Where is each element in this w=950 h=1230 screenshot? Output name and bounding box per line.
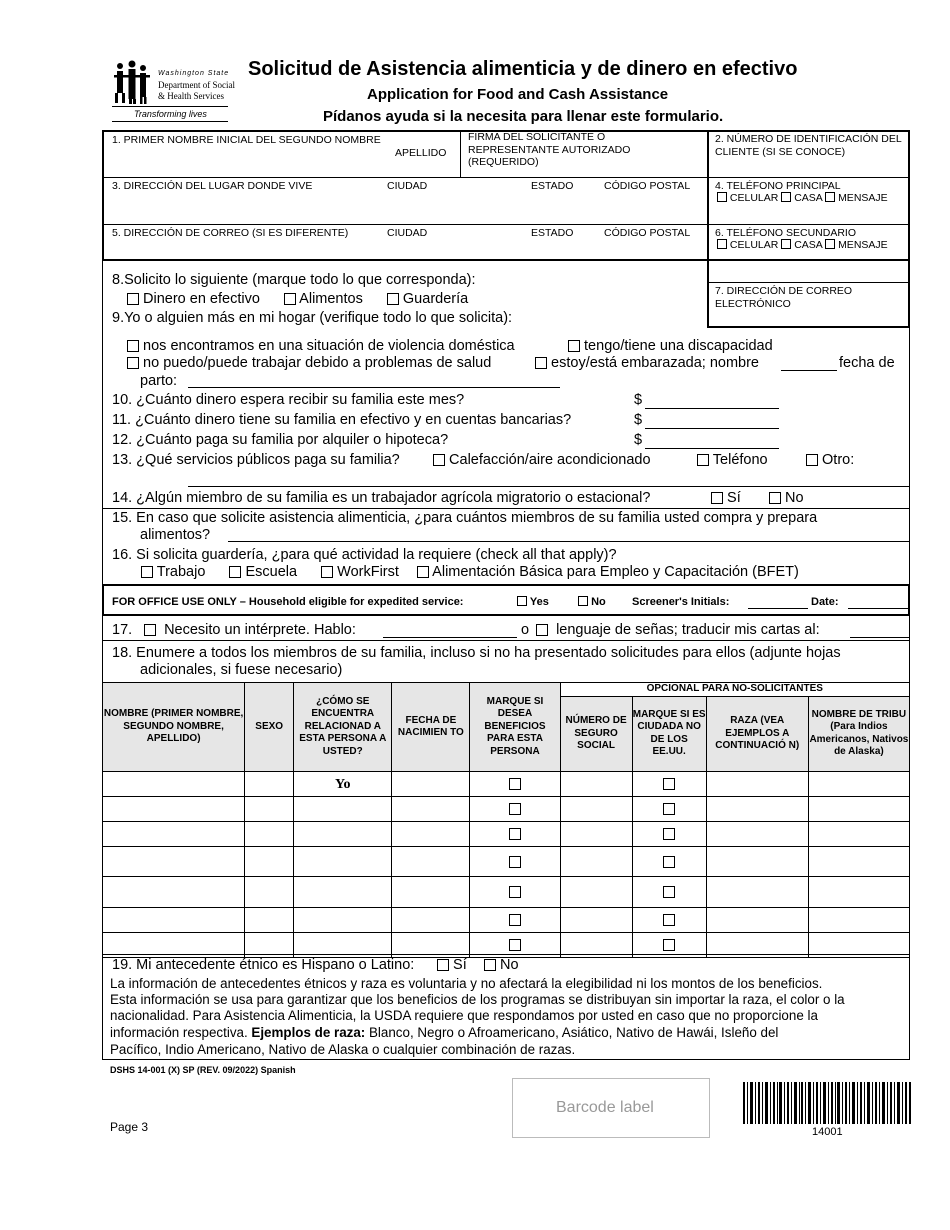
q14-label: 14. ¿Algún miembro de su familia es un trabajador agrícola migratorio o estacional?: [112, 490, 651, 506]
heating-checkbox[interactable]: [433, 454, 445, 466]
due-date-field[interactable]: [188, 387, 560, 388]
q16-label: 16. Si solicita guardería, ¿para qué actividad la requiere (check all that apply)?: [112, 547, 617, 563]
primary-phone-label[interactable]: 4. TELÉFONO PRINCIPAL: [715, 180, 841, 192]
relation-cell[interactable]: [294, 847, 392, 877]
q13-heating: Calefacción/aire acondicionado: [433, 452, 651, 468]
q14-no-checkbox[interactable]: [769, 492, 781, 504]
barcode-icon: [743, 1082, 911, 1124]
phone1-home-checkbox[interactable]: [781, 192, 791, 202]
table-row: [103, 908, 910, 933]
citizen-checkbox[interactable]: [663, 939, 675, 951]
logo-tagline: Transforming lives: [134, 109, 207, 119]
citizen-checkbox[interactable]: [663, 778, 675, 790]
hispanic-yes-checkbox[interactable]: [437, 959, 449, 971]
tribe-cell[interactable]: [808, 822, 909, 847]
bfet-checkbox[interactable]: [417, 566, 429, 578]
col-race-header: RAZA (VEA EJEMPLOS A CONTINUACIÓ N): [706, 696, 808, 772]
phone2-message-checkbox[interactable]: [825, 239, 835, 249]
benefits-checkbox[interactable]: [509, 828, 521, 840]
name-cell[interactable]: [103, 797, 245, 822]
relation-cell[interactable]: [294, 908, 392, 933]
q11-label: 11. ¿Cuánto dinero tiene su familia en efectivo y en cuentas bancarias?: [112, 412, 572, 428]
office-no-checkbox[interactable]: [578, 596, 588, 606]
cash-checkbox[interactable]: [127, 293, 139, 305]
relation-cell[interactable]: [294, 797, 392, 822]
tribe-cell[interactable]: [808, 908, 909, 933]
ssn-cell[interactable]: [560, 908, 632, 933]
ssn-cell[interactable]: [560, 847, 632, 877]
household-members-table: [102, 682, 910, 958]
citizen-checkbox[interactable]: [663, 886, 675, 898]
domestic-violence-checkbox[interactable]: [127, 340, 139, 352]
q14-yes: Sí: [711, 490, 741, 506]
col-ssn-header: NÚMERO DE SEGURO SOCIAL: [560, 696, 632, 772]
dob-cell[interactable]: [392, 847, 470, 877]
race-note-5: Pacífico, Indio Americano, Nativo de Alaska o cualquier combinación de razas.: [110, 1042, 576, 1057]
q17-or: o: [521, 622, 530, 638]
phone2-cell-checkbox[interactable]: [717, 239, 727, 249]
name-cell[interactable]: [103, 822, 245, 847]
benefits-checkbox[interactable]: [509, 803, 521, 815]
col-citizen-header: MARQUE SI ES CIUDADA NO DE LOS EE.UU.: [632, 696, 706, 772]
ssn-cell[interactable]: [560, 797, 632, 822]
screener-label: Screener's Initials:: [632, 596, 730, 608]
race-note-4: información respectiva. Ejemplos de raza: Blanco, Negro o Afroamericano, Asiático, Nativo de Hawái, Isleño del: [110, 1025, 779, 1040]
q10-field[interactable]: [645, 408, 779, 409]
col-relation-header: ¿CÓMO SE ENCUENTRA RELACIONAD A ESTA PERSONA A USTED?: [294, 683, 392, 772]
col-tribe-header: NOMBRE DE TRIBU (Para Indios Americanos, Nativos de Alaska): [808, 696, 909, 772]
sex-cell[interactable]: [245, 877, 294, 908]
ssn-cell[interactable]: [560, 772, 632, 797]
family-icon: [112, 60, 152, 104]
secondary-phone-label[interactable]: 6. TELÉFONO SECUNDARIO: [715, 227, 857, 239]
page-number: Page 3: [110, 1120, 149, 1134]
q17-sign: lenguaje de señas; traducir mis cartas al:: [536, 622, 820, 638]
ssn-cell[interactable]: [560, 877, 632, 908]
phone-utility-checkbox[interactable]: [697, 454, 709, 466]
phone1-cell-checkbox[interactable]: [717, 192, 727, 202]
sex-cell[interactable]: [245, 847, 294, 877]
logo-line-2: Department of Social: [158, 80, 235, 90]
dob-cell[interactable]: [392, 797, 470, 822]
q14-yes-checkbox[interactable]: [711, 492, 723, 504]
tribe-cell[interactable]: [808, 772, 909, 797]
q19-yes: Sí: [437, 957, 467, 973]
form-id: DSHS 14-001 (X) SP (REV. 09/2022) Spanish: [110, 1065, 296, 1075]
pregnant-name-field[interactable]: [781, 370, 837, 371]
pregnant-checkbox[interactable]: [535, 357, 547, 369]
q19-label: 19. Mi antecedente étnico es Hispano o Latino:: [112, 957, 415, 973]
race-cell[interactable]: [706, 772, 808, 797]
name-cell[interactable]: [103, 847, 245, 877]
benefits-checkbox[interactable]: [509, 939, 521, 951]
sex-cell[interactable]: [245, 772, 294, 797]
first-name-label[interactable]: 1. PRIMER NOMBRE INICIAL DEL SEGUNDO NOMBRE: [112, 134, 381, 146]
name-cell[interactable]: [103, 908, 245, 933]
dob-cell[interactable]: [392, 877, 470, 908]
barcode-label-text: Barcode label: [556, 1099, 654, 1116]
q13-other-field[interactable]: [188, 486, 910, 487]
name-cell[interactable]: [103, 877, 245, 908]
q13-label: 13. ¿Qué servicios públicos paga su familia?: [112, 452, 400, 468]
logo-line-3: & Health Services: [158, 91, 224, 101]
interpreter-checkbox[interactable]: [144, 624, 156, 636]
q15-label-1: 15. En caso que solicite asistencia alimenticia, ¿para cuántos miembros de su familia usted compra y prepara: [112, 510, 818, 526]
q10-dollar: $: [634, 392, 643, 408]
q11-dollar: $: [634, 412, 643, 428]
q9-row-1: nos encontramos en una situación de violencia doméstica: [127, 338, 515, 354]
work-checkbox[interactable]: [141, 566, 153, 578]
office-use-label: FOR OFFICE USE ONLY – Household eligible for expedited service:: [112, 596, 464, 608]
date-field[interactable]: [848, 608, 908, 609]
q8-options: Dinero en efectivo Alimentos Guardería: [127, 291, 468, 307]
tribe-cell[interactable]: [808, 877, 909, 908]
mail-zip-label: CÓDIGO POSTAL: [604, 227, 691, 239]
relation-cell[interactable]: [294, 877, 392, 908]
q17-number: 17.: [112, 622, 133, 638]
office-no: No: [578, 596, 606, 608]
q11-field[interactable]: [645, 428, 779, 429]
race-note-2: Esta información se usa para garantizar que los beneficios de los programas se distribuyan sin importar la raza, el color o la: [110, 992, 845, 1007]
table-row: [103, 797, 910, 822]
health-checkbox[interactable]: [127, 357, 139, 369]
date-label: Date:: [811, 596, 839, 608]
race-cell[interactable]: [706, 877, 808, 908]
page-title: Solicitud de Asistencia alimenticia y de dinero en efectivo: [248, 58, 798, 80]
sign-language-checkbox[interactable]: [536, 624, 548, 636]
sex-cell[interactable]: [245, 822, 294, 847]
office-yes: Yes: [517, 596, 549, 608]
disability-checkbox[interactable]: [568, 340, 580, 352]
dshs-logo: [112, 60, 235, 122]
table-row: [103, 822, 910, 847]
q12-dollar: $: [634, 432, 643, 448]
citizen-checkbox[interactable]: [663, 828, 675, 840]
tribe-cell[interactable]: [808, 847, 909, 877]
page-subtitle: Application for Food and Cash Assistance: [367, 86, 669, 103]
screener-field[interactable]: [748, 608, 808, 609]
signature-label[interactable]: FIRMA DEL SOLICITANTE O REPRESENTANTE AUTORIZADO (REQUERIDO): [468, 131, 631, 168]
q9-row-2: no puedo/puede trabajar debido a problemas de salud: [127, 355, 491, 371]
childcare-checkbox[interactable]: [387, 293, 399, 305]
col-dob-header: FECHA DE NACIMIEN TO: [392, 683, 470, 772]
other-utility-checkbox[interactable]: [806, 454, 818, 466]
q15-field[interactable]: [228, 541, 910, 542]
q9-row-2b: estoy/está embarazada; nombre: [535, 355, 759, 371]
q16-options: Trabajo Escuela WorkFirst Alimentación Básica para Empleo y Capacitación (BFET): [141, 564, 799, 580]
office-yes-checkbox[interactable]: [517, 596, 527, 606]
benefits-checkbox[interactable]: [509, 914, 521, 926]
col-name-header: NOMBRE (PRIMER NOMBRE, SEGUNDO NOMBRE, APELLIDO): [103, 683, 245, 772]
q17-interpreter: Necesito un intérprete. Hablo:: [144, 622, 356, 638]
q14-no: No: [769, 490, 804, 506]
benefits-checkbox[interactable]: [509, 886, 521, 898]
home-address-label[interactable]: 3. DIRECCIÓN DEL LUGAR DONDE VIVE: [112, 180, 313, 192]
phone2-home-checkbox[interactable]: [781, 239, 791, 249]
col-sex-header: SEXO: [245, 683, 294, 772]
race-cell[interactable]: [706, 847, 808, 877]
self-label: Yo: [334, 777, 351, 792]
citizen-checkbox[interactable]: [663, 856, 675, 868]
primary-phone-type: CELULAR CASA MENSAJE: [717, 192, 888, 204]
race-cell[interactable]: [706, 822, 808, 847]
table-row: [103, 772, 910, 797]
home-city-label: CIUDAD: [387, 180, 428, 192]
q18-label-2: adicionales, si fuese necesario): [140, 662, 343, 678]
q12-label: 12. ¿Cuánto paga su familia por alquiler o hipoteca?: [112, 432, 449, 448]
relation-cell[interactable]: [294, 772, 392, 797]
mail-state-label: ESTADO: [531, 227, 574, 239]
school-checkbox[interactable]: [229, 566, 241, 578]
last-name-label[interactable]: APELLIDO: [395, 147, 447, 159]
sex-cell[interactable]: [245, 908, 294, 933]
hispanic-no-checkbox[interactable]: [484, 959, 496, 971]
citizen-checkbox[interactable]: [663, 914, 675, 926]
tribe-cell[interactable]: [808, 797, 909, 822]
email-label[interactable]: 7. DIRECCIÓN DE CORREO ELECTRÓNICO: [715, 285, 853, 310]
relation-cell[interactable]: [294, 822, 392, 847]
barcode-number: 14001: [812, 1126, 843, 1138]
race-note-1: La información de antecedentes étnicos y raza es voluntaria y no afectará la elegibilidad ni los montos de los beneficios.: [110, 976, 823, 991]
sex-cell[interactable]: [245, 797, 294, 822]
q19-no: No: [484, 957, 519, 973]
help-text: Pídanos ayuda si la necesita para llenar este formulario.: [323, 108, 724, 125]
table-row: [103, 877, 910, 908]
q10-label: 10. ¿Cuánto dinero espera recibir su familia este mes?: [112, 392, 465, 408]
due-date-label: fecha de: [839, 355, 895, 371]
name-cell[interactable]: [103, 772, 245, 797]
client-id-label[interactable]: 2. NÚMERO DE IDENTIFICACIÓN DEL CLIENTE (SI SE CONOCE): [715, 133, 902, 158]
dob-cell[interactable]: [392, 908, 470, 933]
q9-row-1b: tengo/tiene una discapacidad: [568, 338, 773, 354]
dob-cell[interactable]: [392, 822, 470, 847]
ssn-cell[interactable]: [560, 822, 632, 847]
home-state-label: ESTADO: [531, 180, 574, 192]
language-field[interactable]: [383, 637, 517, 638]
parto-label: parto:: [140, 373, 178, 389]
dob-cell[interactable]: [392, 772, 470, 797]
col-benefits-header: MARQUE SI DESEA BENEFICIOS PARA ESTA PERSONA: [470, 683, 560, 772]
home-zip-label: CÓDIGO POSTAL: [604, 180, 691, 192]
q9-label: 9.Yo o alguien más en mi hogar (verifique todo lo que solicita):: [112, 310, 513, 326]
q13-phone: Teléfono: [697, 452, 768, 468]
q8-label: 8.Solicito lo siguiente (marque todo lo que corresponda):: [112, 272, 476, 288]
workfirst-checkbox[interactable]: [321, 566, 333, 578]
food-checkbox[interactable]: [284, 293, 296, 305]
race-cell[interactable]: [706, 797, 808, 822]
letters-language-field[interactable]: [850, 637, 910, 638]
q13-other: Otro:: [806, 452, 854, 468]
benefits-checkbox[interactable]: [509, 856, 521, 868]
logo-line-1: Washington State: [158, 70, 230, 77]
table-row: [103, 847, 910, 877]
race-note-3: nacionalidad. Para Asistencia Alimenticia, la USDA requiere que respondamos por usted en caso que no proporcione la: [110, 1008, 818, 1023]
citizen-checkbox[interactable]: [663, 803, 675, 815]
mail-city-label: CIUDAD: [387, 227, 428, 239]
optional-header: OPCIONAL PARA NO-SOLICITANTES: [560, 683, 909, 697]
q15-label-2: alimentos?: [140, 527, 211, 543]
phone1-message-checkbox[interactable]: [825, 192, 835, 202]
benefits-checkbox[interactable]: [509, 778, 521, 790]
mailing-address-label[interactable]: 5. DIRECCIÓN DE CORREO (SI ES DIFERENTE): [112, 227, 349, 239]
race-cell[interactable]: [706, 908, 808, 933]
q12-field[interactable]: [645, 448, 779, 449]
q18-label-1: 18. Enumere a todos los miembros de su familia, incluso si no ha presentado solicitudes para ellos (adjunte hojas: [112, 645, 841, 661]
secondary-phone-type: CELULAR CASA MENSAJE: [717, 239, 888, 251]
